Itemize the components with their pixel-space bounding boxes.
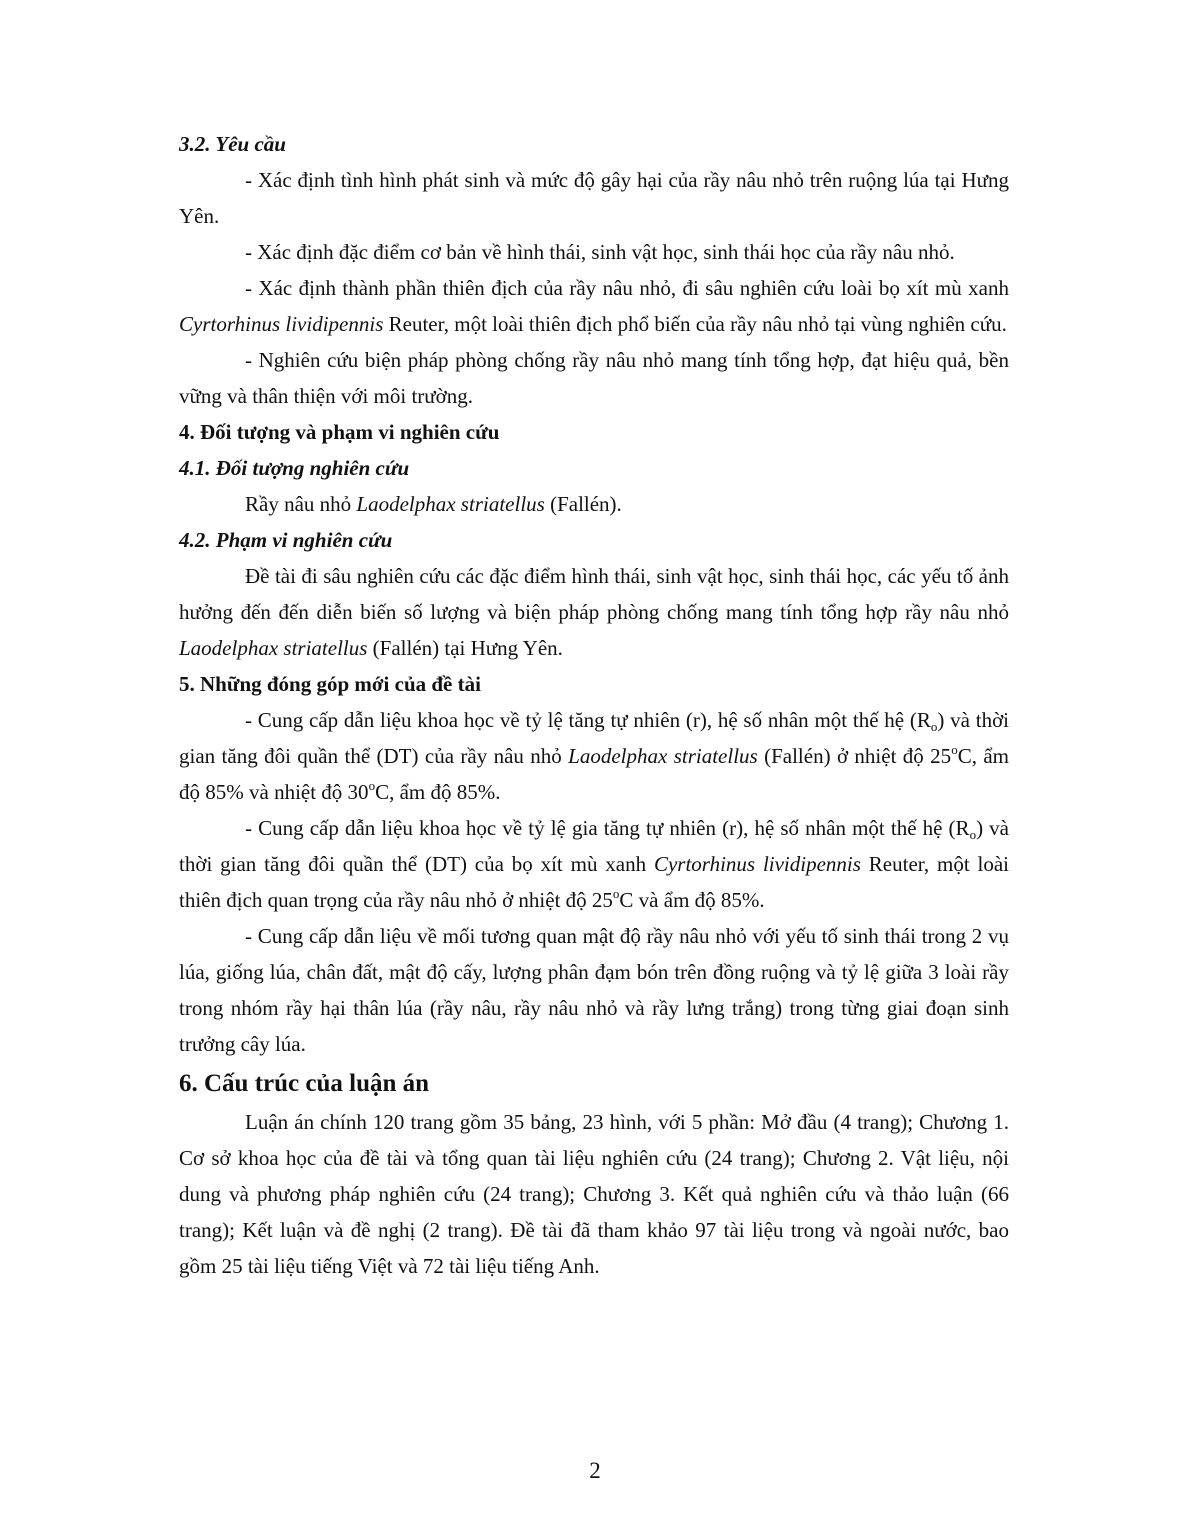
- heading-6: 6. Cấu trúc của luận án: [179, 1070, 430, 1097]
- document-page: [179, 126, 1009, 1284]
- requirement-4: - Nghiên cứu biện pháp phòng chống rầy nâu nhỏ mang tính tổng hợp, đạt hiệu quả, bền vững và thân thiện với môi trường.: [179, 348, 1009, 408]
- species-name: Laodelphax striatellus: [179, 636, 368, 660]
- contribution-3: - Cung cấp dẫn liệu về mối tương quan mật độ rầy nâu nhỏ với yếu tố sinh thái trong 2 vụ lúa, giống lúa, chân đất, mật độ cấy, lượng phân đạm bón trên đồng ruộng và tỷ lệ giữa 3 loài rầy trong nhóm rầy hại thân lúa (rầy nâu, rầy nâu nhỏ và rầy lưng trắng) trong từng giai đoạn sinh trưởng cây lúa.: [179, 924, 1009, 1056]
- heading-5: 5. Những đóng góp mới của đề tài: [179, 672, 481, 696]
- species-name: Cyrtorhinus lividipennis: [653, 852, 861, 876]
- research-scope: Đề tài đi sâu nghiên cứu các đặc điểm hình thái, sinh vật học, sinh thái học, các yếu tố ảnh hưởng đến đến diễn biến số lượng và biện pháp phòng chống mang tính tổng hợp rầy nâu nhỏ Laodelphax striatellus (Fallén) tại Hưng Yên.: [179, 564, 1009, 660]
- heading-4-1: 4.1. Đối tượng nghiên cứu: [179, 456, 410, 480]
- research-object: Rầy nâu nhỏ Laodelphax striatellus (Fallén).: [245, 492, 622, 516]
- requirement-1: - Xác định tình hình phát sinh và mức độ gây hại của rầy nâu nhỏ trên ruộng lúa tại Hưng Yên.: [179, 168, 1009, 228]
- heading-3-2: 3.2. Yêu cầu: [179, 132, 286, 156]
- requirement-3: - Xác định thành phần thiên địch của rầy nâu nhỏ, đi sâu nghiên cứu loài bọ xít mù xanh Cyrtorhinus lividipennis Reuter, một loài thiên địch phổ biến của rầy nâu nhỏ tại vùng nghiên cứu.: [179, 276, 1009, 336]
- heading-4-2: 4.2. Phạm vi nghiên cứu: [179, 528, 393, 552]
- page-number: 2: [589, 1458, 601, 1483]
- contribution-1: - Cung cấp dẫn liệu khoa học về tỷ lệ tăng tự nhiên (r), hệ số nhân một thế hệ $(R_o)$ và thời gian tăng đôi quần thể (DT) của rầy nâu nhỏ Laodelphax striatellus (Fallén) ở nhiệt độ 25$^o$C, ẩm độ 85% và nhiệt độ 30$^o$C, ẩm độ 85%.: [179, 708, 1010, 804]
- thesis-structure: Luận án chính 120 trang gồm 35 bảng, 23 hình, với 5 phần: Mở đầu (4 trang); Chương 1. Cơ sở khoa học của đề tài và tổng quan tài liệu nghiên cứu (24 trang); Chương 2. Vật liệu, nội dung và phương pháp nghiên cứu (24 trang); Chương 3. Kết quả nghiên cứu và thảo luận (66 trang); Kết luận và đề nghị (2 trang). Đề tài đã tham khảo 97 tài liệu trong và ngoài nước, bao gồm 25 tài liệu tiếng Việt và 72 tài liệu tiếng Anh.: [179, 1110, 1009, 1278]
- contribution-2: - Cung cấp dẫn liệu khoa học về tỷ lệ gia tăng tự nhiên (r), hệ số nhân một thế hệ $(R_o)$ và thời gian tăng đôi quần thể (DT) của bọ xít mù xanh Cyrtorhinus lividipennis Reuter, một loài thiên địch quan trọng của rầy nâu nhỏ ở nhiệt độ 25$^o$C và ẩm độ 85%.: [179, 816, 1010, 912]
- requirement-2: - Xác định đặc điểm cơ bản về hình thái, sinh vật học, sinh thái học của rầy nâu nhỏ.: [245, 240, 955, 264]
- species-name: Cyrtorhinus lividipennis: [179, 312, 384, 336]
- species-name: Laodelphax striatellus: [568, 744, 758, 768]
- heading-4: 4. Đối tượng và phạm vi nghiên cứu: [179, 420, 500, 444]
- species-name: Laodelphax striatellus: [356, 492, 545, 516]
